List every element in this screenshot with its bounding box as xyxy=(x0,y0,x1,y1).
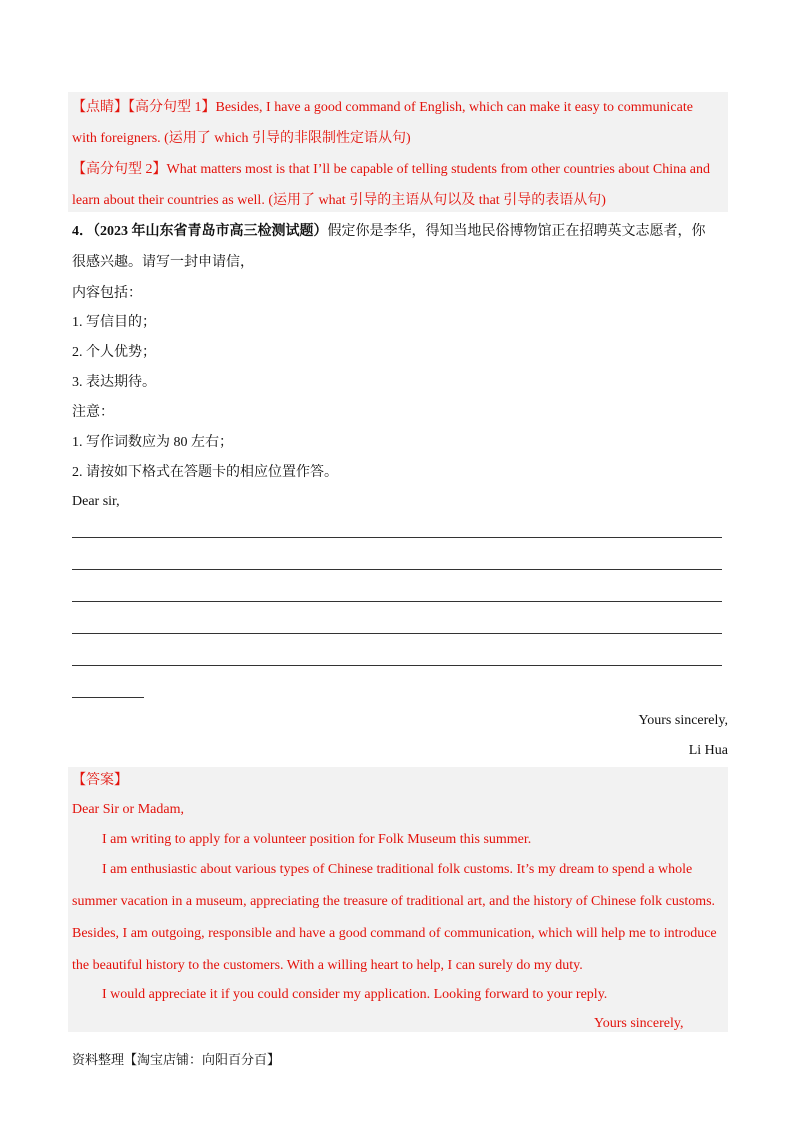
tips-line-3: 【高分句型 2】What matters most is that I’ll be capable of telling students from other countries about China and xyxy=(72,162,711,177)
question-prompt-2: 很感兴趣。请写一封申请信， xyxy=(72,255,254,270)
writing-line-short xyxy=(72,697,144,698)
notes-heading: 注意： xyxy=(72,405,114,420)
writing-line xyxy=(72,537,722,538)
notes-item-1: 1. 写作词数应为 80 左右； xyxy=(72,435,233,450)
answer-line-1: I am writing to apply for a volunteer position for Folk Museum this summer. xyxy=(102,832,532,847)
tips-line-4: learn about their countries as well. (运用了 what 引导的主语从句以及 that 引导的表语从句) xyxy=(72,193,606,208)
answer-salutation: Dear Sir or Madam, xyxy=(72,802,184,817)
notes-item-2: 2. 请按如下格式在答题卡的相应位置作答。 xyxy=(72,465,338,480)
answer-line-6: I would appreciate it if you could consider my application. Looking forward to your reply. xyxy=(102,987,608,1002)
content-item-2: 2. 个人优势； xyxy=(72,345,156,360)
question-prompt-1: 假定你是李华，得知当地民俗博物馆正在招聘英文志愿者，你 xyxy=(327,224,706,239)
answer-label: 【答案】 xyxy=(72,773,128,788)
content-item-1: 1. 写信目的； xyxy=(72,315,156,330)
tips-line-2: with foreigners. (运用了 which 引导的非限制性定语从句) xyxy=(72,131,411,146)
letter-salutation: Dear sir, xyxy=(72,494,120,509)
writing-line xyxy=(72,601,722,602)
answer-closing: Yours sincerely, xyxy=(594,1016,684,1031)
content-item-3: 3. 表达期待。 xyxy=(72,375,156,390)
content-heading: 内容包括： xyxy=(72,286,142,301)
writing-line xyxy=(72,633,722,634)
letter-closing: Yours sincerely, xyxy=(638,713,728,728)
answer-line-3: summer vacation in a museum, appreciating the treasure of traditional art, and the history of Chinese folk customs. xyxy=(72,894,716,909)
answer-line-5: the beautiful history to the customers. With a willing heart to help, I can surely do my duty. xyxy=(72,958,583,973)
answer-line-4: Besides, I am outgoing, responsible and have a good command of communication, which will help me to introduce xyxy=(72,926,717,941)
question-line-1 xyxy=(72,223,706,241)
letter-signature: Li Hua xyxy=(688,743,728,758)
question-source: （2023 年山东省青岛市高三检测试题） xyxy=(93,224,328,239)
tips-line-1: 【点睛】【高分句型 1】Besides, I have a good command of English, which can make it easy to communicate xyxy=(72,100,693,115)
question-number: 4． xyxy=(72,224,93,239)
writing-line xyxy=(72,569,722,570)
writing-line xyxy=(72,665,722,666)
footer-credit: 资料整理【淘宝店铺：向阳百分百】 xyxy=(72,1052,281,1067)
answer-line-2: I am enthusiastic about various types of Chinese traditional folk customs. It’s my dream to spend a whole xyxy=(102,862,693,877)
